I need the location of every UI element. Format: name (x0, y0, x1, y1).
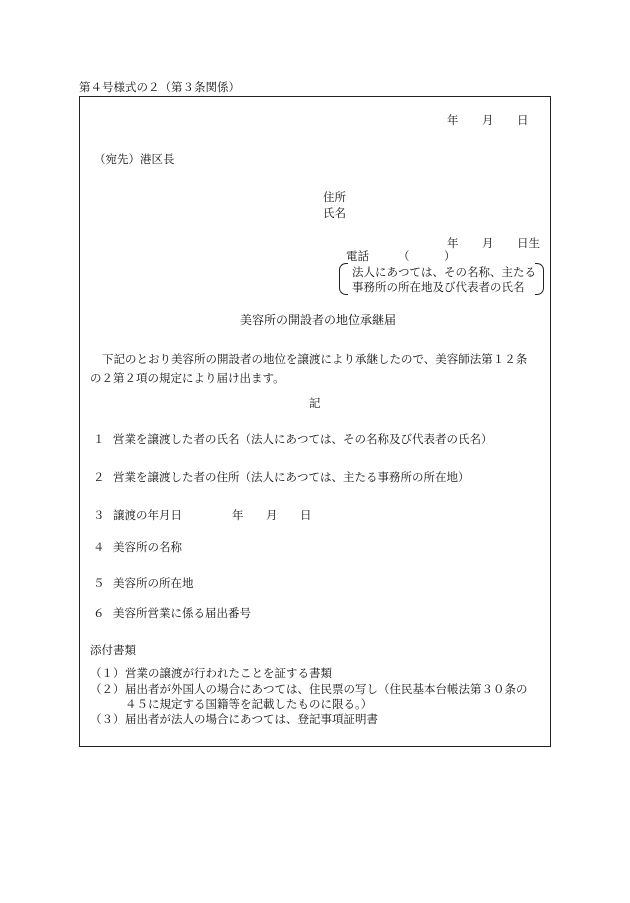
bracket-left (339, 263, 348, 295)
corp-note-line1: 法人にあつては、その名称、主たる (352, 265, 536, 279)
date-day-label: 日 (517, 113, 529, 127)
item-number: １ (93, 432, 105, 446)
body-line-2: の２第２項の規定により届け出ます。 (90, 371, 285, 385)
attachment-text: 営業の譲渡が行われたことを証する書類 (125, 666, 332, 680)
form-code-label: 第４号様式の２（第３条関係） (79, 80, 240, 94)
transfer-year-label: 年 (232, 508, 244, 522)
attachment-number: （１） (90, 666, 125, 680)
item-number: ３ (93, 508, 105, 522)
corp-note-line2: 事務所の所在地及び代表者の氏名 (352, 280, 525, 294)
item-label: 譲渡の年月日 (113, 508, 182, 522)
item-label: 営業を譲渡した者の住所（法人にあつては、主たる事務所の所在地） (113, 470, 470, 484)
bracket-right (535, 263, 544, 295)
item-number: ２ (93, 470, 105, 484)
item-label: 営業を譲渡した者の氏名（法人にあつては、その名称及び代表者の氏名） (113, 432, 493, 446)
date-month-label: 月 (482, 113, 494, 127)
phone-parens: （ ） (398, 249, 456, 263)
item-number: ５ (93, 576, 105, 590)
attachment-text-continued: ４５に規定する国籍等を記載したものに限る。） (125, 697, 373, 711)
ki-label: 記 (309, 396, 321, 410)
form-frame (79, 96, 551, 747)
item-label: 美容所営業に係る届出番号 (113, 606, 251, 620)
item-label: 美容所の名称 (113, 540, 182, 554)
attachments-heading: 添付書類 (90, 643, 136, 657)
attachment-number: （３） (90, 712, 125, 726)
attachment-text: 届出者が外国人の場合にあつては、住民票の写し（住民基本台帳法第３０条の (125, 682, 528, 696)
attachment-number: （２） (90, 682, 125, 696)
birth-month-label: 月 (482, 236, 494, 250)
birth-day-label: 日生 (517, 236, 540, 250)
document-title: 美容所の開設者の地位承継届 (240, 313, 397, 327)
item-label: 美容所の所在地 (113, 576, 194, 590)
birth-year-label: 年 (447, 236, 459, 250)
phone-label: 電話 (346, 249, 369, 263)
date-year-label: 年 (447, 113, 459, 127)
transfer-month-label: 月 (266, 508, 278, 522)
item-number: ４ (93, 540, 105, 554)
transfer-day-label: 日 (300, 508, 312, 522)
body-line-1: 下記のとおり美容所の開設者の地位を譲渡により承継したので、美容師法第１２条 (102, 352, 528, 366)
address-label: 住所 (323, 190, 346, 204)
addressee: （宛先）港区長 (94, 152, 175, 166)
item-number: ６ (93, 606, 105, 620)
attachment-text: 届出者が法人の場合にあつては、登記事項証明書 (125, 712, 378, 726)
name-label: 氏名 (323, 206, 346, 220)
